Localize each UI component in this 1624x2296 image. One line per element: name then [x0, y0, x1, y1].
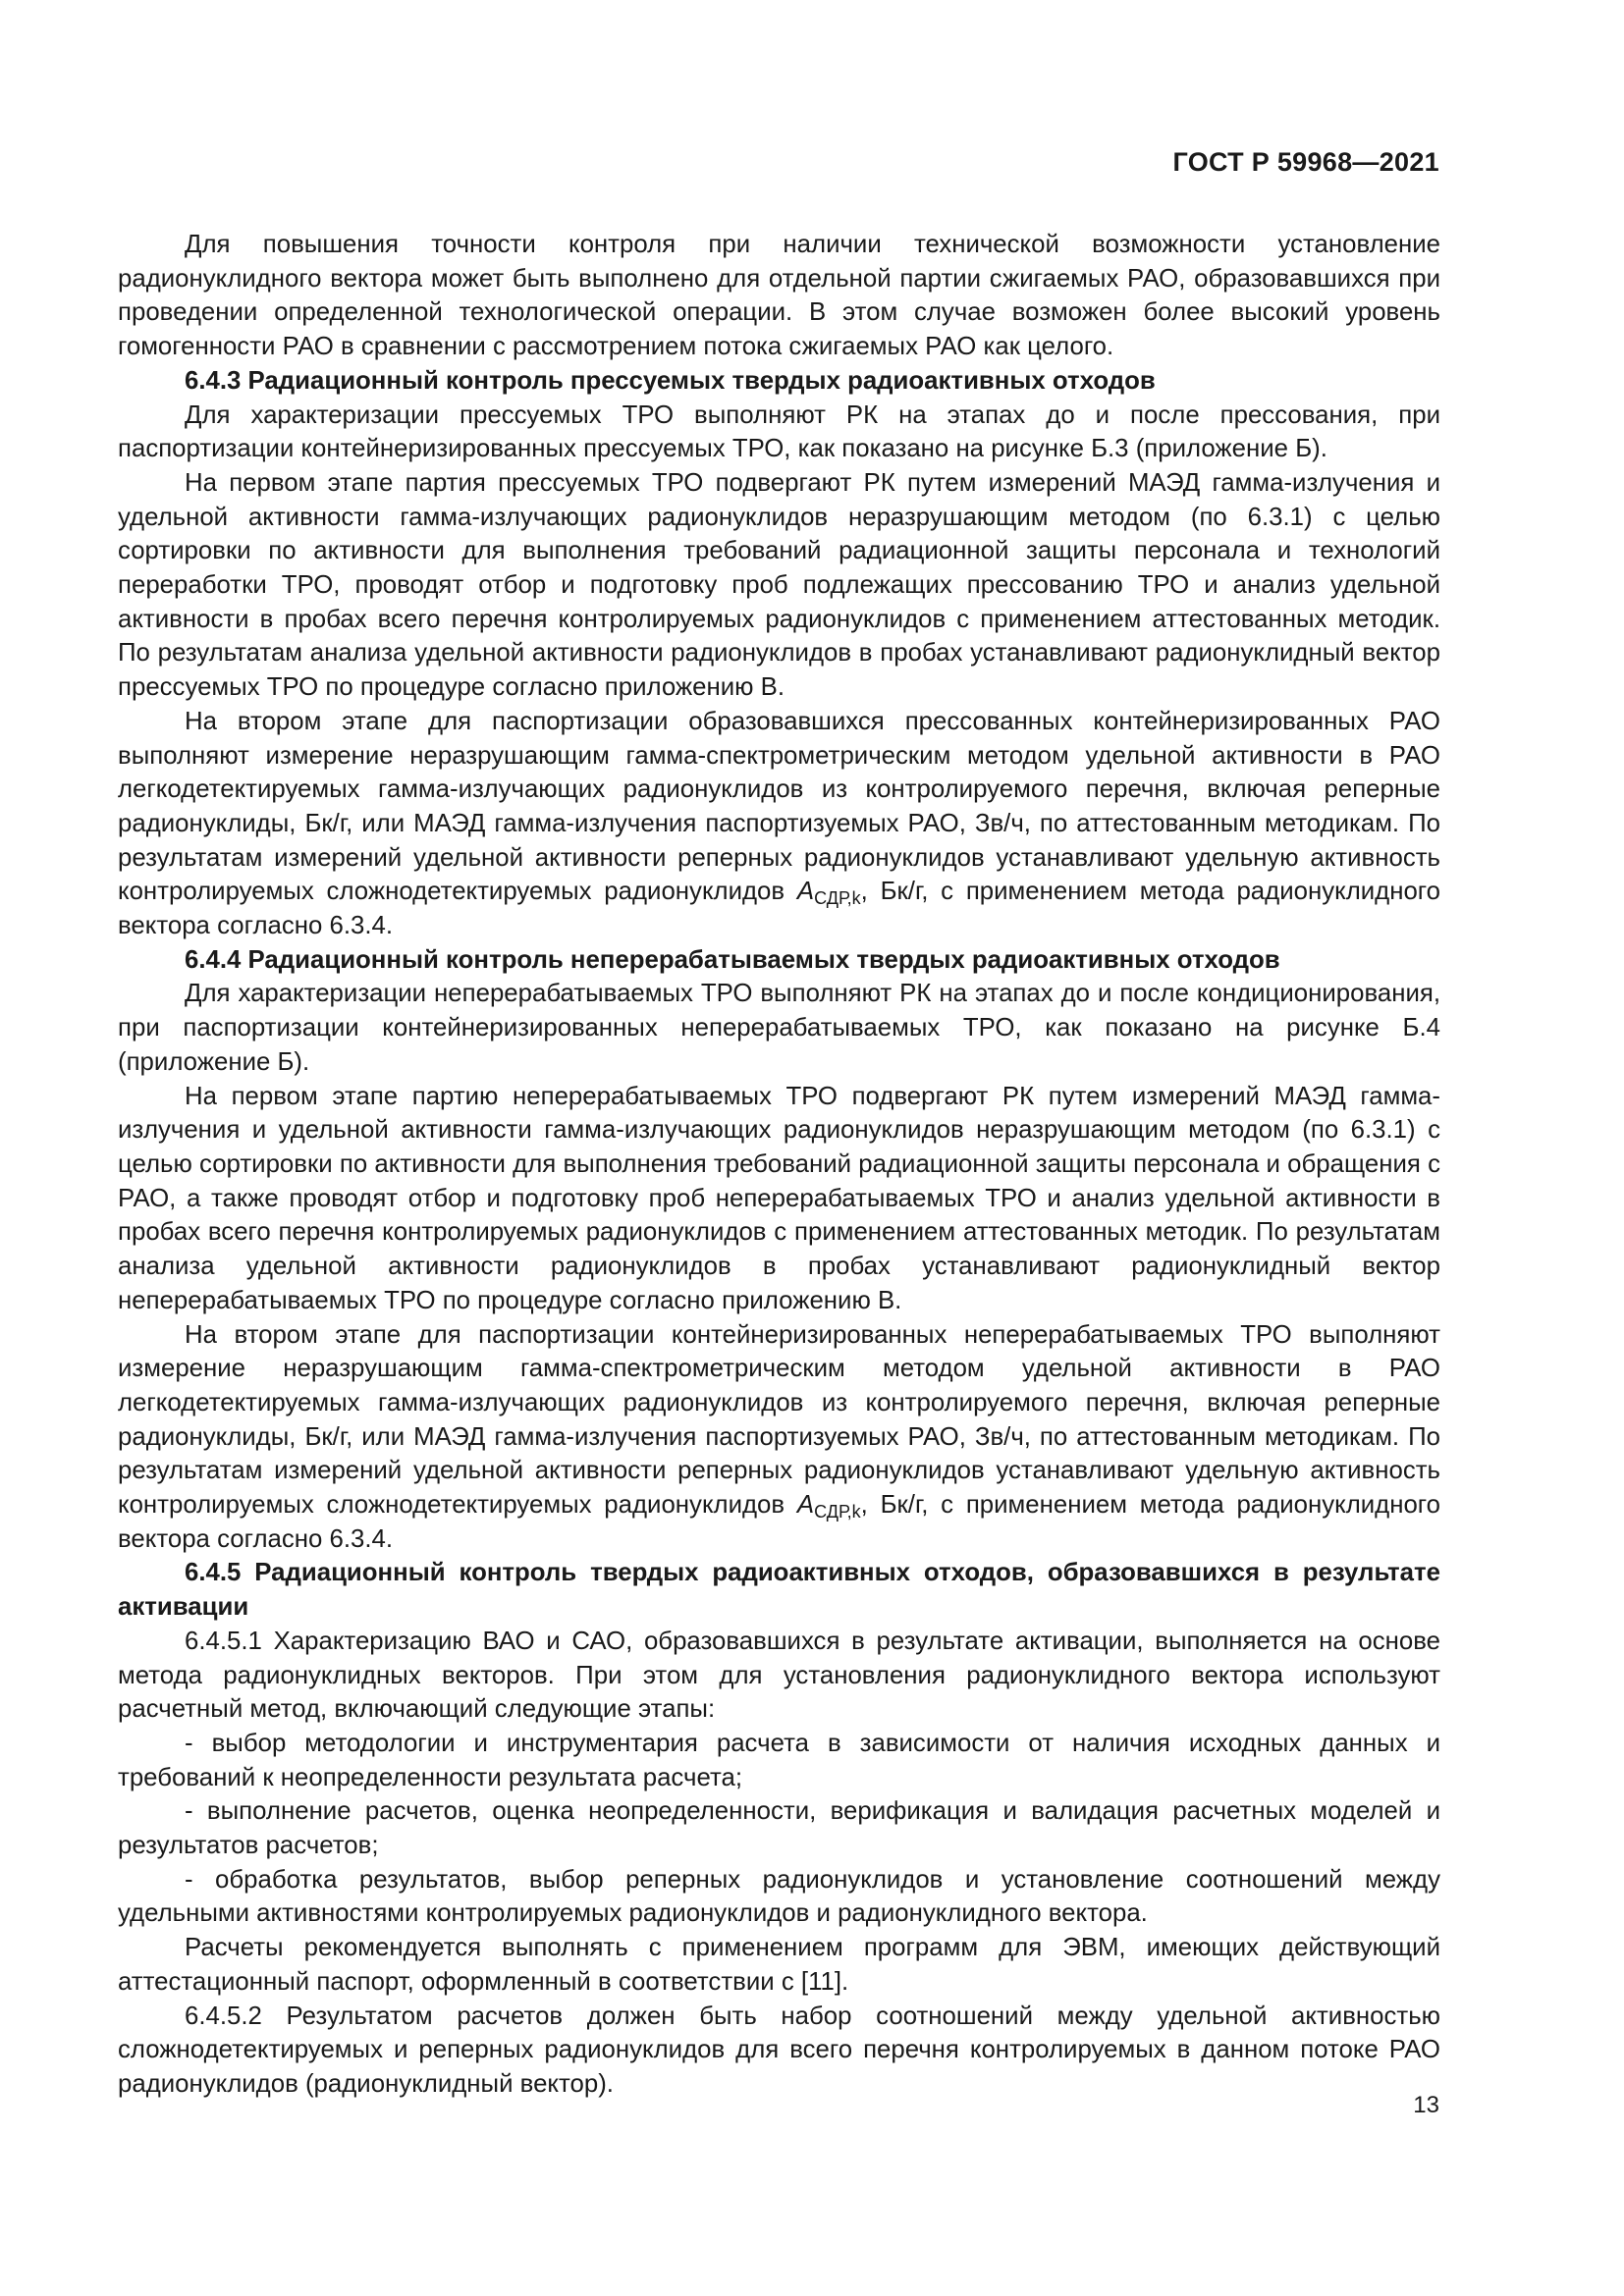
- formula-symbol: A: [796, 878, 815, 906]
- document-code-header: ГОСТ Р 59968—2021: [1172, 147, 1439, 177]
- list-item: - обработка результатов, выбор реперных радионуклидов и установление соотношений между удельными активностями контролируемых радионуклидов и радионуклидного вектора.: [118, 1865, 1440, 1928]
- paragraph: 6.4.5.1 Характеризацию ВАО и САО, образовавшихся в результате активации, выполняется на основе метода радионуклидных векторов. При этом для установления радионуклидного вектора используют расчетный метод, включающий следующие этапы:: [118, 1627, 1440, 1724]
- paragraph-text: , Бк/г, с применением метода радионуклидного вектора согласно 6.3.4.: [118, 1491, 1440, 1553]
- list-item: - выбор методологии и инструментария расчета в зависимости от наличия исходных данных и требований к неопределенности результата расчета;: [118, 1729, 1440, 1791]
- document-body: [118, 228, 1440, 2102]
- section-heading-6-4-3: 6.4.3 Радиационный контроль прессуемых твердых радиоактивных отходов: [185, 366, 1156, 395]
- section-heading-6-4-5: 6.4.5 Радиационный контроль твердых радиоактивных отходов, образовавшихся в результате активации: [118, 1559, 1440, 1622]
- paragraph: Расчеты рекомендуется выполнять с применением программ для ЭВМ, имеющих действующий аттестационный паспорт, оформленный в соответствии с [11].: [118, 1934, 1440, 1996]
- paragraph: Для характеризации неперерабатываемых ТРО выполняют РК на этапах до и после кондиционирования, при паспортизации контейнеризированных неперерабатываемых ТРО, как показано на рисунке Б.4 (приложение Б).: [118, 980, 1440, 1076]
- formula-symbol: A: [796, 1491, 815, 1520]
- list-item: - выполнение расчетов, оценка неопределенности, верификация и валидация расчетных моделей и результатов расчетов;: [118, 1797, 1440, 1860]
- paragraph-with-formula: [118, 1318, 1440, 1557]
- page-number: 13: [1413, 2092, 1439, 2118]
- paragraph: Для характеризации прессуемых ТРО выполняют РК на этапах до и после прессования, при паспортизации контейнеризированных прессуемых ТРО, как показано на рисунке Б.3 (приложение Б).: [118, 400, 1440, 463]
- formula-subscript: СДР,k: [814, 888, 861, 909]
- paragraph-text: , Бк/г, с применением метода радионуклидного вектора согласно 6.3.4.: [118, 878, 1440, 940]
- paragraph: На первом этапе партию неперерабатываемых ТРО подвергают РК путем измерений МАЭД гамма-излучения и удельной активности гамма-излучающих радионуклидов неразрушающим методом (по 6.3.1) с целью сортировки по активности для выполнения требований радиационной защиты персонала и обращения с РАО, а также проводят отбор и подготовку проб неперерабатываемых ТРО и анализ удельной активности в пробах всего перечня контролируемых радионуклидов с применением аттестованных методик. По результатам анализа удельной активности радионуклидов в пробах устанавливают радионуклидный вектор неперерабатываемых ТРО по процедуре согласно приложению В.: [118, 1082, 1440, 1314]
- formula-subscript: СДР,k: [814, 1502, 861, 1522]
- paragraph: На первом этапе партия прессуемых ТРО подвергают РК путем измерений МАЭД гамма-излучения и удельной активности гамма-излучающих радионуклидов неразрушающим методом (по 6.3.1) с целью сортировки по активности для выполнения требований радиационной защиты персонала и технологий переработки ТРО, проводят отбор и подготовку проб подлежащих прессованию ТРО и анализ удельной активности в пробах всего перечня контролируемых радионуклидов с применением аттестованных методик. По результатам анализа удельной активности радионуклидов в пробах устанавливают радионуклидный вектор прессуемых ТРО по процедуре согласно приложению В.: [118, 468, 1440, 702]
- section-heading-6-4-4: 6.4.4 Радиационный контроль неперерабатываемых твердых радиоактивных отходов: [185, 945, 1280, 974]
- paragraph: Для повышения точности контроля при наличии технической возможности установление радионуклидного вектора может быть выполнено для отдельной партии сжигаемых РАО, образовавшихся при проведении определенной технологической операции. В этом случае возможен более высокий уровень гомогенности РАО в сравнении с рассмотрением потока сжигаемых РАО как целого.: [118, 231, 1440, 361]
- paragraph-with-formula: [118, 705, 1440, 943]
- paragraph: 6.4.5.2 Результатом расчетов должен быть набор соотношений между удельной активностью сложнодетектируемых и реперных радионуклидов для всего перечня контролируемых в данном потоке РАО радионуклидов (радионуклидный вектор).: [118, 2002, 1440, 2098]
- paragraph-text: На втором этапе для паспортизации контейнеризированных неперерабатываемых ТРО выполняют измерение неразрушающим гамма-спектрометрическим методом удельной активности в РАО легкодетектируемых гамма-излучающих радионуклидов из контролируемого перечня, включая реперные радионуклиды, Бк/г, или МАЭД гамма-излучения паспортизуемых РАО, Зв/ч, по аттестованным методикам. По результатам измерений удельной активности реперных радионуклидов устанавливают удельную активность контролируемых сложнодетектируемых радионуклидов: [118, 1320, 1440, 1520]
- paragraph-text: На втором этапе для паспортизации образовавшихся прессованных контейнеризированных РАО выполняют измерение неразрушающим гамма-спектрометрическим методом удельной активности в РАО легкодетектируемых гамма-излучающих радионуклидов из контролируемого перечня, включая реперные радионуклиды, Бк/г, или МАЭД гамма-излучения паспортизуемых РАО, Зв/ч, по аттестованным методикам. По результатам измерений удельной активности реперных радионуклидов устанавливают удельную активность контролируемых сложнодетектируемых радионуклидов: [118, 707, 1440, 906]
